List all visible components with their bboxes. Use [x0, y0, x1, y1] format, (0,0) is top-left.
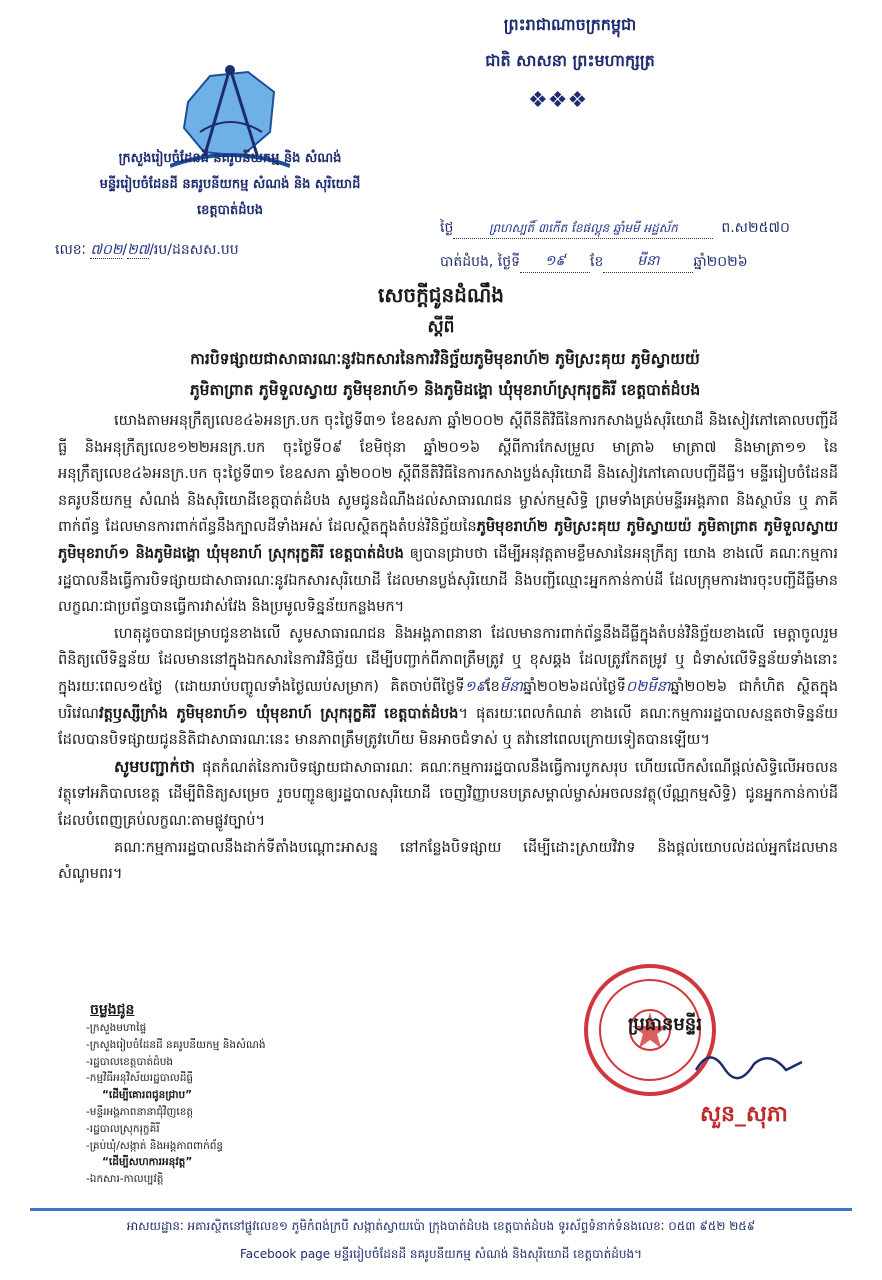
p2-text-c: ។ ផុតរយៈពេលកំណត់ ខាងលើ គណៈកម្មការរដ្ឋបាលសន្មតថាទិន្នន័យដែលបានបិទផ្សាយជូននិតិជាសាធារណៈនេះ មានភាពត្រឹមត្រូវហើយ មិនអាចជំទាស់ ឬ តវ៉ានៅពេលក្រោយទៀតបានឡើយ។: [58, 704, 838, 749]
lunar-date-handwritten: ព្រហស្បតិ៍ ៣កើត ខែផល្គុន ឆ្នាំមមី អដ្ឋស័ក: [453, 220, 713, 239]
p2-end-day: ០២: [625, 677, 648, 695]
signature-scribble-icon: [690, 1040, 810, 1084]
footer-address: អាសយដ្ឋានៈ អគារស្ថិតនៅផ្លូវលេខ១ ភូមិកំពង់ក្របី សង្កាត់ស្វាយប៉ោ ក្រុងបាត់ដំបង ខេត្តបាត់ដំបង ទូរស័ព្ទទំនាក់ទំនងលេខៈ ០៥៣ ៩៥២ ២៥៩: [126, 1219, 756, 1233]
signature-title: ប្រធានមន្ទីរ: [628, 1014, 702, 1035]
footer-divider: [30, 1208, 852, 1211]
p2-end-year: ឆ្នាំ២០២៦: [670, 677, 728, 695]
p2-start-month: មីនា: [499, 677, 523, 695]
reference-label: លេខៈ: [55, 242, 86, 258]
p3-bold-lead: សូមបញ្ជាក់ថា: [114, 756, 195, 776]
kingdom-title: ព្រះរាជាណាចក្រកម្ពុជា: [503, 15, 637, 34]
lunar-date-era: ព.ស២៥៧០: [721, 220, 790, 236]
reference-year: ២៧: [127, 242, 150, 258]
solar-date-year: ឆ្នាំ២០២៦: [693, 254, 748, 270]
cc-item: -រដ្ឋបាលស្រុករុក្ខគិរី: [86, 1122, 160, 1135]
notice-title: សេចក្តីជូនដំណឹង: [378, 283, 504, 307]
cc-list: [86, 1020, 416, 1188]
date-block: [440, 205, 860, 273]
p3-text: ផុតកំណត់នៃការបិទផ្សាយជាសាធារណៈ គណៈកម្មការរដ្ឋបាលនឹងធ្វើការបូកសរុប ហើយលើកសំណើផ្តល់សិទ្ធិលើអចលនវត្ថុទៅអភិបាលខេត្ត ដើម្បីពិនិត្យសម្រេច រួចបញ្ជូនឲ្យរដ្ឋបាលសុរិយោដី ចេញវិញ្ញាបនបត្រសម្គាល់ម្ចាស់អចលនវត្ថុ(ប័ណ្ណកម្មសិទ្ធិ) ជូនអ្នកកាន់កាប់ដី ដែលបំពេញគ្រប់លក្ខណៈតាមផ្លូវច្បាប់។: [58, 758, 838, 829]
cc-item: -ក្រសួងមហាផ្ទៃ: [86, 1022, 147, 1034]
cc-item: -រដ្ឋបាលខេត្តបាត់ដំបង: [86, 1055, 174, 1068]
national-motto: ជាតិ សាសនា ព្រះមហាក្សត្រ: [485, 51, 655, 70]
ministry-line-1: ក្រសួងរៀបចំដែនដី នគរូបនីយកម្ម និង សំណង់: [118, 151, 342, 166]
cc-item-purpose: “ដើម្បីគោរពជូនជ្រាប”: [102, 1089, 193, 1102]
reference-sep: /: [122, 242, 128, 258]
solar-date-prefix: បាត់ដំបង, ថ្ងៃទី: [440, 254, 520, 270]
p2-end-month: មីនា: [647, 677, 671, 695]
solar-date-month: មីនា: [603, 251, 693, 273]
solar-date-month-label: ខែ: [590, 254, 604, 270]
p2-until: ដល់ថ្ងៃទី: [579, 677, 626, 695]
p2-text: ហេតុដូចបានជម្រាបជូនខាងលើ សូមសាធារណជន និងអង្គភាពនានា ដែលមានការពាក់ព័ន្ធនឹងដីធ្លីក្នុងតំបន់វិនិច្ឆ័យខាងលើ មេត្តាចូលរួមពិនិត្យលើទិន្នន័យ ដែលមាននៅក្នុងឯកសារនៃការវិនិច្ឆ័យ ដើម្បីបញ្ជាក់ពីភាពត្រឹមត្រូវ ឬ ខុសឆ្គង ដែលត្រូវកែតម្រូវ ឬ ជំទាស់លើទិន្នន័យទាំងនោះក្នុងរយៈពេល១៥ថ្ងៃ (ដោយរាប់បញ្ចូលទាំងថ្ងៃឈប់សម្រាក) គិតចាប់ពីថ្ងៃទី: [58, 624, 838, 695]
cc-item: -គ្រប់ឃុំ/សង្កាត់ និងអង្គភាពពាក់ព័ន្ធ: [86, 1139, 224, 1152]
body-paragraph-2: [58, 621, 838, 754]
cc-item: -កម្មវិធីអនុវិស័យរដ្ឋបាលដីធ្លី: [86, 1072, 194, 1085]
p2-start-year: ឆ្នាំ២០២៦: [522, 677, 580, 695]
body-paragraph-4: [58, 835, 838, 888]
body-paragraph-1: [58, 408, 838, 621]
royal-ornament: ❖❖❖: [528, 88, 588, 113]
p4-text: គណៈកម្មការរដ្ឋបាលនឹងដាក់ទីតាំងបណ្តោះអាសន្ន នៅកន្លែងបិទផ្សាយ ដើម្បីដោះស្រាយវិវាទ និងផ្តល់យោបល់ដល់អ្នកដែលមានសំណូមពរ។: [58, 838, 838, 883]
subject-line-1: ការបិទផ្សាយជាសាធារណៈនូវឯកសារនៃការវិនិច្ឆ័យភូមិមុខរាហ៍២ ភូមិស្រះគុយ ភូមិស្វាយយ៉: [190, 350, 700, 368]
solar-date-day: ១៩: [520, 251, 590, 273]
reference-number: [55, 240, 239, 261]
lunar-date-prefix: ថ្ងៃ: [440, 220, 454, 236]
notice-body: [58, 408, 838, 888]
cc-item: -ក្រសួងរៀបចំដែនដី នគរូបនីយកម្ម និងសំណង់: [86, 1038, 266, 1051]
body-paragraph-3: [58, 754, 838, 835]
p1-bold-location: ភូមិមុខរាហ៍២ ភូមិស្រះគុយ ភូមិស្វាយយ៉ ភូមិតាព្រាត ភូមិទួលស្វាយ ភូមិមុខរាហ៍១ និងភូមិដង្គោ ឃុំមុខរាហ៍ ស្រុករុក្ខគិរី ខេត្តបាត់ដំបង: [58, 518, 838, 562]
cc-item: -មន្ទីរអង្គភាពនានាជុំវិញខេត្ត: [86, 1105, 194, 1118]
footer-facebook: Facebook page មន្ទីររៀបចំដែនដី នគរូបនីយកម្ម សំណង់ និងសុរិយោដី ខេត្តបាត់ដំបង។: [240, 1247, 642, 1261]
ministry-line-3: ខេត្តបាត់ដំបង: [196, 203, 263, 218]
ministry-line-2: មន្ទីររៀបចំដែនដី នគរូបនីយកម្ម សំណង់ និង សុរិយោដី: [99, 177, 361, 192]
reference-number-value: ៧០២: [90, 242, 123, 258]
signatory-name: សួន_សុភា: [700, 1102, 788, 1127]
p2-text-b: ជាកំហិត ស្ថិតក្នុងបរិវេណ: [58, 677, 838, 722]
p1-end: ឲ្យបានជ្រាបថា ដើម្បីអនុវត្តតាមខ្លឹមសារនៃអនុក្រឹត្យ យោង ខាងលើ គណៈកម្មការរដ្ឋបាលនឹងធ្វើការបិទផ្សាយជាសាធារណៈនូវឯកសារសុរិយោដី ដែលមានប្លង់សុរិយោដី និងបញ្ជីឈ្មោះអ្នកកាន់កាប់ដី ដែលក្រុមការងារចុះបញ្ជីដីធ្លីមានលក្ខណៈជាប្រព័ន្ធបានធ្វើការវាស់វែង និងប្រមូលទិន្នន័យកន្លងមក។: [58, 544, 838, 616]
notice-subject: [60, 344, 830, 406]
p2-month-label: ខែ: [485, 677, 500, 695]
p2-start-day: ១៩: [464, 677, 486, 695]
cc-item: -ឯកសារ-កាលប្បវត្តិ: [86, 1173, 164, 1186]
cc-item-purpose: “ដើម្បីសហការអនុវត្ត”: [102, 1156, 193, 1169]
reference-suffix: /រប/ដនសស.បប: [149, 242, 239, 258]
subject-line-2: ភូមិតាព្រាត ភូមិទួលស្វាយ ភូមិមុខរាហ៍១ និងភូមិដង្គោ ឃុំមុខរាហ៍ស្រុករុក្ខគិរី ខេត្តបាត់ដំបង: [189, 381, 701, 399]
cc-heading: ចម្លងជូន: [90, 1002, 135, 1018]
p2-bold-location: វត្តឫស្សីក្រាំង ភូមិមុខរាហ៍១ ឃុំមុខរាហ៍ ស្រុករុក្ខគិរី ខេត្តបាត់ដំបង: [98, 704, 459, 722]
p1-text: យោងតាមអនុក្រឹត្យលេខ៤៦អនក្រ.បក ចុះថ្ងៃទី៣១ ខែឧសភា ឆ្នាំ២០០២ ស្តីពីនីតិវិធីនៃការកសាងប្លង់សុរិយោដី និងសៀវភៅគោលបញ្ជីដីធ្លី និងអនុក្រឹត្យលេខ១២២អនក្រ.បក ចុះថ្ងៃទី០៩ ខែមិថុនា ឆ្នាំ២០១៦ ស្តីពីការកែសម្រួល មាត្រា៦ មាត្រា៧ និងមាត្រា១១ នៃអនុក្រឹត្យលេខ៤៦អនក្រ.បក ចុះថ្ងៃទី៣១ ខែឧសភា ឆ្នាំ២០០២ ស្តីពីនីតិវិធីនៃការកសាងប្លង់សុរិយោដី និងសៀវភៅគោលបញ្ជីដីធ្លី។ មន្ទីររៀបចំដែនដី នគរូបនីយកម្ម សំណង់ និងសុរិយោដីខេត្តបាត់ដំបង សូមជូនដំណឹងដល់សាធារណជន ម្ចាស់កម្មសិទ្ធិ ព្រមទាំងគ្រប់មន្ទីរអង្គភាព និងស្ថាប័ន ឬ ភាគីពាក់ព័ន្ធ ដែលមានការពាក់ព័ន្ធនឹងក្បាលដីទាំងអស់ ដែលស្ថិតក្នុងតំបន់វិនិច្ឆ័យនៃ: [58, 412, 838, 536]
notice-about: ស្តីពី: [427, 317, 455, 337]
